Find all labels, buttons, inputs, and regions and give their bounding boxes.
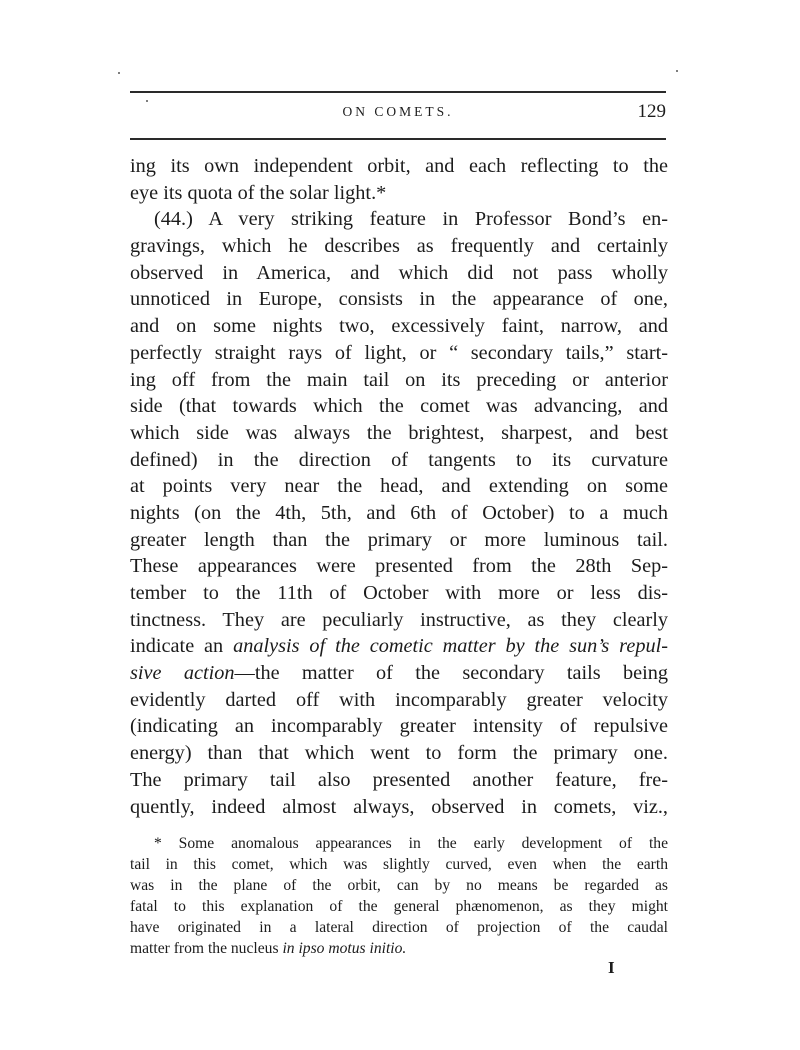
text-run: —the matter of the secondary tails being	[234, 662, 669, 685]
text-line: defined) in the direction of tangents to its curvature	[130, 448, 668, 471]
footnote-line: fatal to this explanation of the general phænomenon, as they might	[130, 898, 668, 915]
header-top-rule	[130, 91, 666, 93]
text-line: energy) than that which went to form the primary one.	[130, 742, 668, 765]
footnote-line: * Some anomalous appearances in the early development of the	[154, 835, 668, 852]
running-head	[130, 101, 666, 128]
footnote	[130, 833, 668, 959]
text-line: ing off from the main tail on its preceding or anterior	[130, 368, 668, 391]
text-line: nights (on the 4th, 5th, and 6th of October) to a much	[130, 501, 668, 524]
header-bottom-rule	[130, 138, 666, 140]
italic-phrase: in ipso motus initio.	[282, 940, 407, 957]
paper-speck	[676, 70, 678, 72]
text-line: unnoticed in Europe, consists in the appearance of one,	[130, 288, 668, 311]
paragraph-start-line: (44.) A very striking feature in Professor Bond’s en-	[154, 208, 668, 231]
footnote-line-with-italic	[130, 938, 668, 959]
text-run: matter from the nucleus	[130, 940, 279, 957]
main-text	[130, 153, 668, 820]
text-line-with-italic	[130, 633, 668, 660]
text-line: at points very near the head, and extending on some	[130, 475, 668, 498]
paper-speck	[118, 72, 120, 74]
text-line: The primary tail also presented another feature, fre-	[130, 768, 668, 791]
page-number: 129	[637, 101, 666, 122]
text-line: observed in America, and which did not pass wholly	[130, 261, 668, 284]
text-line: perfectly straight rays of light, or “ secondary tails,” start-	[130, 341, 668, 364]
text-line: which side was always the brightest, sharpest, and best	[130, 421, 668, 444]
text-line: and on some nights two, excessively faint, narrow, and	[130, 315, 668, 338]
text-line: greater length than the primary or more luminous tail.	[130, 528, 668, 551]
text-line: ing its own independent orbit, and each reflecting to the	[130, 155, 668, 177]
footnote-line: have originated in a lateral direction of projection of the caudal	[130, 919, 668, 936]
text-line: gravings, which he describes as frequently and certainly	[130, 235, 668, 258]
text-line: These appearances were presented from the 28th Sep-	[130, 555, 668, 578]
text-line: evidently darted off with incomparably greater velocity	[130, 688, 668, 711]
text-line: quently, indeed almost always, observed in comets, viz.,	[130, 795, 668, 818]
text-line: tember to the 11th of October with more or less dis-	[130, 582, 668, 604]
signature-mark: I	[608, 958, 615, 977]
text-run: indicate an	[130, 635, 224, 658]
italic-phrase: sive action	[130, 662, 235, 685]
text-line-with-italic	[130, 660, 668, 687]
text-line: eye its quota of the solar light.*	[130, 181, 387, 204]
footnote-line: tail in this comet, which was slightly curved, even when the earth	[130, 856, 668, 873]
text-line: (indicating an incomparably greater intensity of repulsive	[130, 715, 668, 738]
text-line: side (that towards which the comet was advancing, and	[130, 395, 668, 418]
text-line: tinctness. They are peculiarly instructive, as they clearly	[130, 608, 668, 631]
paper-speck	[146, 100, 148, 102]
footnote-line: was in the plane of the orbit, can by no means be regarded as	[130, 877, 668, 894]
running-title: ON COMETS.	[342, 104, 454, 119]
italic-phrase: analysis of the cometic matter by the sun’s repul-	[233, 635, 668, 658]
